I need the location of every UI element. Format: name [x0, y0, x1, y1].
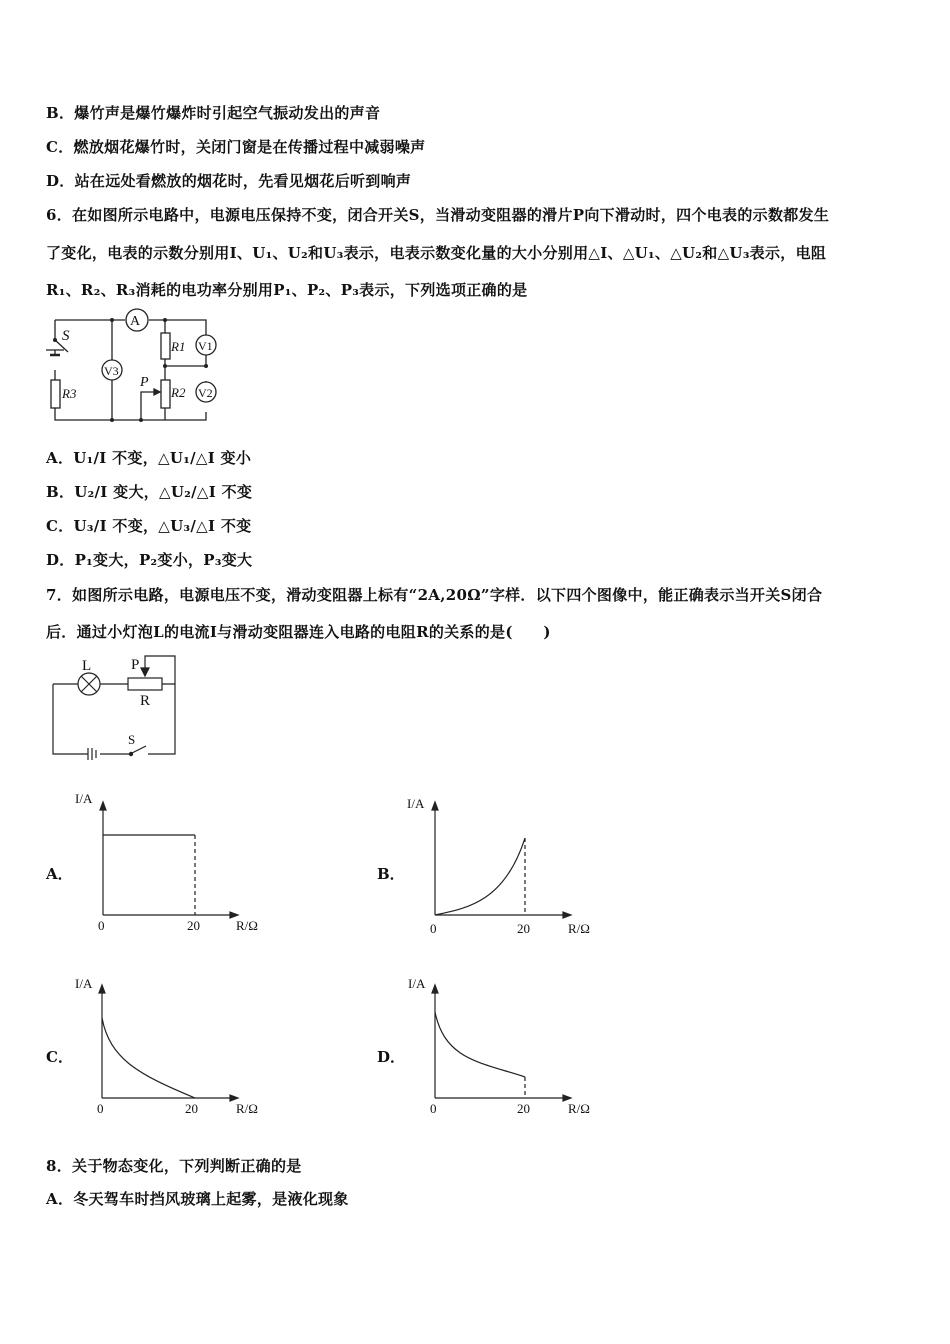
q6-v1-label: V1	[198, 339, 213, 353]
graph-d-origin: 0	[430, 1101, 437, 1116]
q6-switch-label: S	[62, 328, 70, 344]
q7-option-c-label: C．	[46, 1048, 73, 1066]
q6-slider-label: P	[140, 375, 149, 390]
q7-option-d-label: D．	[377, 1048, 406, 1066]
graph-c	[99, 985, 238, 1101]
q6-text-line1: 6．在如图所示电路中，电源电压保持不变，闭合开关S，当滑动变阻器的滑片P向下滑动时，四个电表的示数都发生	[46, 206, 830, 224]
graph-c-xmax: 20	[185, 1101, 198, 1116]
graph-b-curve	[435, 838, 525, 915]
graph-a-xmax: 20	[187, 918, 200, 933]
graph-b-xlabel: R/Ω	[568, 921, 590, 936]
graph-c-origin: 0	[97, 1101, 104, 1116]
q6-option-b: B．U₂/I 变大，△U₂/△I 不变	[46, 483, 253, 501]
q7-option-a-label: A．	[46, 865, 73, 883]
q6-v2-label: V2	[198, 386, 213, 400]
q7-lamp-label: L	[82, 658, 92, 674]
q6-text-line2: 了变化，电表的示数分别用I、U₁、U₂和U₃表示，电表示数变化量的大小分别用△I、△U₁、△U₂和△U₃表示，电阻	[46, 244, 827, 262]
q7-option-b-label: B．	[377, 865, 405, 883]
graph-a-ylabel: I/A	[75, 791, 93, 806]
graph-d	[432, 985, 571, 1101]
graph-d-xmax: 20	[517, 1101, 530, 1116]
graph-c-curve	[102, 1018, 195, 1098]
q7-rheostat-label: R	[140, 693, 151, 709]
q7-slider-label: P	[131, 657, 140, 673]
graph-c-ylabel: I/A	[75, 976, 93, 991]
graph-d-ylabel: I/A	[408, 976, 426, 991]
q6-r1-label: R1	[171, 339, 186, 354]
q5-option-c: C．燃放烟花爆竹时，关闭门窗是在传播过程中减弱噪声	[46, 138, 426, 156]
q6-option-a: A．U₁/I 不变，△U₁/△I 变小	[46, 449, 252, 467]
q6-option-c: C．U₃/I 不变，△U₃/△I 不变	[46, 517, 252, 535]
q8-text: 8．关于物态变化，下列判断正确的是	[46, 1157, 302, 1175]
graph-a	[100, 802, 238, 918]
graph-a-origin: 0	[98, 918, 105, 933]
q5-option-b: B．爆竹声是爆竹爆炸时引起空气振动发出的声音	[46, 104, 381, 122]
graph-b-xmax: 20	[517, 921, 530, 936]
q8-option-a: A．冬天驾车时挡风玻璃上起雾，是液化现象	[46, 1190, 349, 1208]
graph-b-origin: 0	[430, 921, 437, 936]
q6-v3-label: V3	[104, 364, 119, 378]
q6-ammeter-label: A	[130, 314, 141, 329]
graph-d-xlabel: R/Ω	[568, 1101, 590, 1116]
q6-option-d: D．P₁变大，P₂变小，P₃变大	[46, 551, 253, 569]
q6-r2-label: R2	[171, 385, 186, 400]
q6-text-line3: R₁、R₂、R₃消耗的电功率分别用P₁、P₂、P₃表示，下列选项正确的是	[46, 281, 528, 299]
q7-text-line2: 后．通过小灯泡L的电流I与滑动变阻器连入电路的电阻R的关系的是( )	[46, 623, 551, 641]
graph-b-ylabel: I/A	[407, 796, 425, 811]
q6-r3-label: R3	[62, 386, 77, 401]
graph-d-curve	[435, 1012, 525, 1077]
q5-option-d: D．站在远处看燃放的烟花时，先看见烟花后听到响声	[46, 172, 412, 190]
q7-text-line1: 7．如图所示电路，电源电压不变，滑动变阻器上标有“2A,20Ω”字样．以下四个图像中，能正确表示当开关S闭合	[46, 586, 823, 604]
graph-c-xlabel: R/Ω	[236, 1101, 258, 1116]
q7-circuit	[53, 656, 175, 760]
q7-switch-label: S	[128, 732, 136, 747]
graph-a-xlabel: R/Ω	[236, 918, 258, 933]
graph-b	[432, 802, 571, 918]
